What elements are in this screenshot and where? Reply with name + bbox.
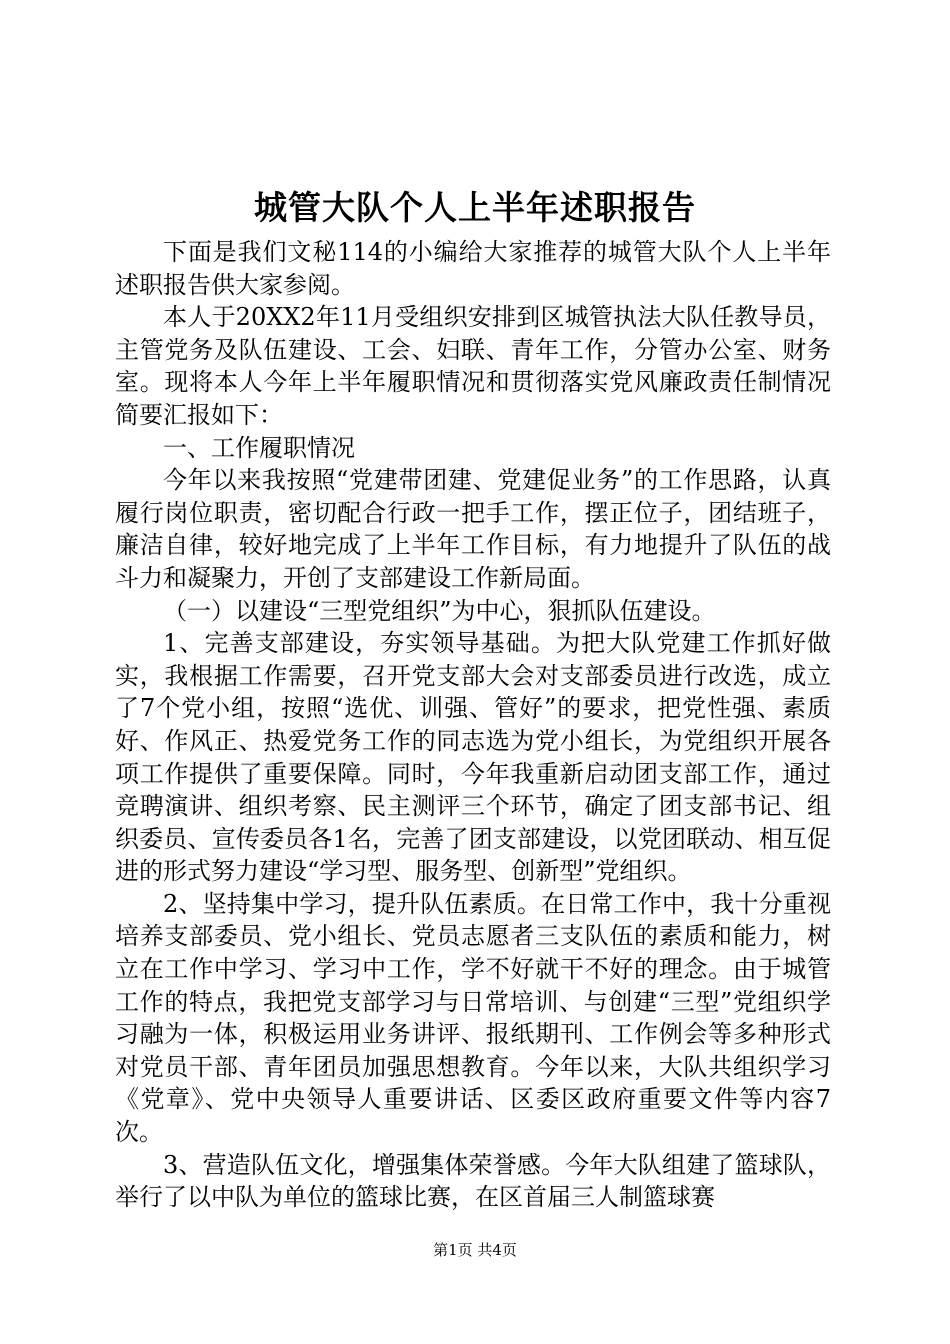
- paragraph-overview: 今年以来我按照“党建带团建、党建促业务”的工作思路，认真履行岗位职责，密切配合行政一把手工作，摆正位子，团结班子，廉洁自律，较好地完成了上半年工作目标，有力地提升了队伍的战斗力和凝聚力，开创了支部建设工作新局面。: [115, 466, 831, 592]
- paragraph-item-2: 2、坚持集中学习，提升队伍素质。在日常工作中，我十分重视培养支部委员、党小组长、党员志愿者三支队伍的素质和能力，树立在工作中学习、学习中工作，学不好就干不好的理念。由于城管工作的特点，我把党支部学习与日常培训、与创建“三型”党组织学习融为一体，积极运用业务讲评、报纸期刊、工作例会等多种形式对党员干部、青年团员加强思想教育。今年以来，大队共组织学习《党章》、党中央领导人重要讲话、区委区政府重要文件等内容7次。: [115, 889, 831, 1147]
- paragraph-item-1: 1、完善支部建设，夯实领导基础。为把大队党建工作抓好做实，我根据工作需要，召开党支部大会对支部委员进行改选，成立了7个党小组，按照“选优、训强、管好”的要求，把党性强、素质好、作风正、热爱党务工作的同志选为党小组长，为党组织开展各项工作提供了重要保障。同时，今年我重新启动团支部工作，通过竞聘演讲、组织考察、民主测评三个环节，确定了团支部书记、组织委员、宣传委员各1名，完善了团支部建设，以党团联动、相互促进的形式努力建设“学习型、服务型、创新型”党组织。: [115, 629, 831, 886]
- document-body: [115, 236, 831, 1214]
- paragraph-background: 本人于20XX2年11月受组织安排到区城管执法大队任教导员，主管党务及队伍建设、工会、妇联、青年工作，分管办公室、财务室。现将本人今年上半年履职情况和贯彻落实党风廉政责任制情况简要汇报如下：: [115, 303, 831, 429]
- paragraph-intro: 下面是我们文秘114的小编给大家推荐的城管大队个人上半年述职报告供大家参阅。: [115, 238, 831, 299]
- document-title: 城管大队个人上半年述职报告: [254, 188, 696, 227]
- section-heading-1: 一、工作履职情况: [163, 433, 355, 462]
- paragraph-item-3: 3、营造队伍文化，增强集体荣誉感。今年大队组建了篮球队，举行了以中队为单位的篮球比赛，在区首届三人制篮球赛: [115, 1150, 831, 1212]
- page-footer: 第1页 共4页: [433, 1241, 517, 1259]
- subsection-heading-1: （一）以建设“三型党组织”为中心，狠抓队伍建设。: [163, 596, 716, 625]
